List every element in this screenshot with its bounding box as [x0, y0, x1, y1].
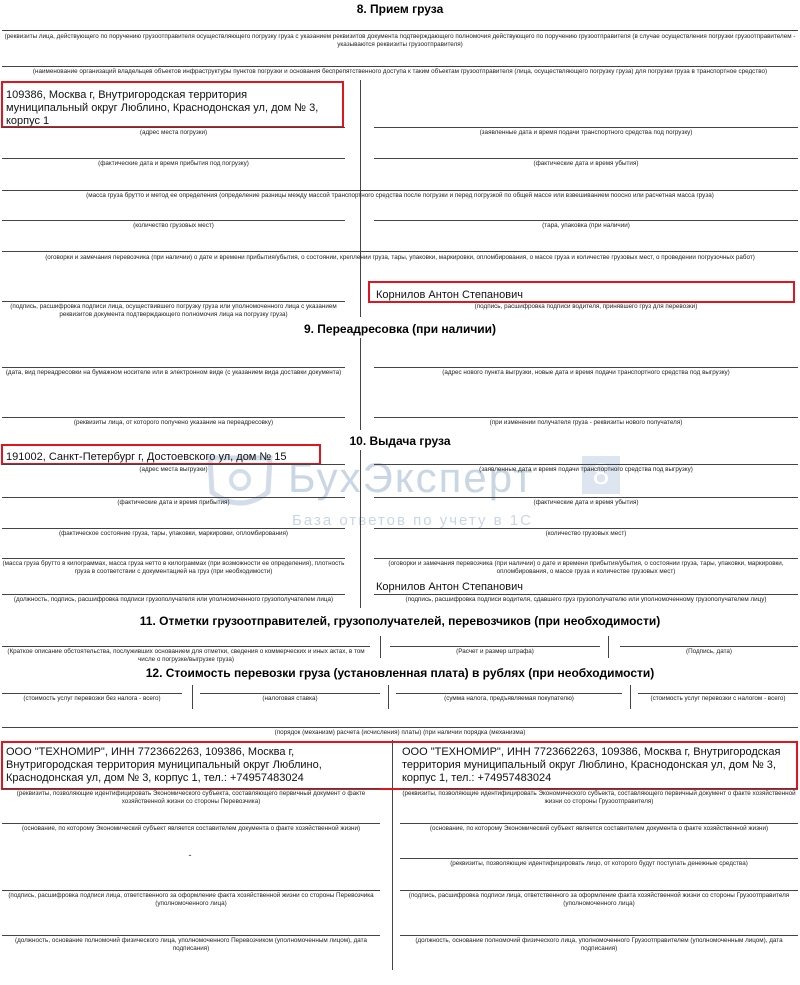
divider: [2, 190, 798, 191]
divider: [620, 646, 798, 647]
divider: [400, 858, 798, 859]
caption-infrastructure: (наименование организаций владельцев объектов инфраструктуры пунктов погрузки и основания беспрепятственного доступа к таким объектам грузоотправителя (лица, осуществляющего погрузку груза) для погрузки груза в транспортное средство): [32, 68, 768, 75]
divider: [374, 127, 798, 128]
caption-cargo-mass-10: (масса груза брутто в килограммах, масса груза нетто в килограммах (при возможности ее определения), плотность груза в соответствии с документацией на груз (при необходимости): [2, 560, 345, 575]
divider: [374, 464, 798, 465]
divider: [2, 464, 345, 465]
divider: [2, 158, 345, 159]
divider: [2, 30, 798, 31]
caption-tare: (тара, упаковка (при наличии): [542, 222, 630, 229]
caption-mark-signature: (Подпись, дата): [686, 648, 732, 655]
divider: [374, 158, 798, 159]
section-8-title: 8. Прием груза: [356, 2, 444, 16]
caption-cargo-state: (фактическое состояние груза, тары, упаковки, маркировки, опломбирования): [58, 530, 289, 537]
column-divider: [388, 685, 389, 709]
highlight-requisites: [1, 741, 798, 790]
divider: [200, 693, 380, 694]
caption-shipper-basis: (основание, по которому Экономический субъект является составителем документа о факте хозяйственной жизни): [429, 825, 769, 832]
caption-mark-description: (Краткое описание обстоятельства, послуживших основанием для отметки, сведения о коммерческих и иных актах, в том числе о погрузке/выгрузке груза): [7, 648, 365, 663]
highlight-driver-accept: [368, 281, 795, 303]
divider: [400, 890, 798, 891]
divider: [2, 417, 345, 418]
column-divider: [360, 338, 361, 430]
caption-declared-unloading-time: (заявленные дата и время подачи транспортного средства под выгрузку): [479, 466, 693, 473]
divider: [2, 823, 380, 824]
watermark-tagline: База ответов по учету в 1С: [292, 512, 533, 529]
caption-cost-with-tax: (стоимость услуг перевозки с налогом - всего): [650, 695, 786, 702]
highlight-unloading-address: [1, 444, 321, 465]
divider: [2, 788, 380, 789]
divider: [400, 788, 798, 789]
caption-recipient-signature: (должность, подпись, расшифровка подписи грузополучателя или уполномоченного грузополучателем лица): [13, 596, 334, 603]
caption-new-unloading-address: (адрес нового пункта выгрузки, новые дата и время подачи транспортного средства под выгрузку): [442, 369, 730, 376]
watermark-badge: 8: [582, 456, 620, 494]
divider: [374, 528, 798, 529]
caption-carrier-requisites: (реквизиты, позволяющие идентифицировать Экономического субъекта, составляющего первичный документ о факте хозяйственной жизни со стороны Перевозчика): [16, 790, 366, 805]
caption-declared-loading-time: (заявленные дата и время подачи транспортного средства под погрузку): [479, 129, 693, 136]
divider: [2, 727, 798, 728]
caption-tax-amount: (сумма налога, предъявляемая покупателю): [444, 695, 574, 702]
caption-arrival-time-10: (фактические дата и время прибытия): [117, 499, 230, 506]
divider: [2, 66, 798, 67]
section-10-title: 10. Выдача груза: [349, 434, 451, 448]
caption-redirect-date: (дата, вид переадресовки на бумажном носителе или в электронном виде (с указанием вида доставки документа): [5, 369, 342, 376]
unloading-address-value: 191002, Санкт-Петербург г, Достоевского ул, дом № 15: [6, 451, 287, 463]
column-divider: [608, 636, 609, 658]
divider: [2, 558, 345, 559]
caption-cargo-places: (количество грузовых мест): [133, 222, 214, 229]
section-11-title: 11. Отметки грузоотправителей, грузополучателей, перевозчиков (при необходимости): [139, 614, 661, 628]
divider: [400, 823, 798, 824]
caption-driver-signature: (подпись, расшифровка подписи водителя, принявшего груз для перевозки): [474, 303, 698, 310]
caption-driver-signature-10: (подпись, расшифровка подписи водителя, сдавшего груз грузополучателю или уполномоченному грузополучателем лицу): [405, 596, 767, 603]
caption-payer-requisites: (реквизиты, позволяющие идентифицировать лицо, от которого будут поступать денежные средства): [450, 860, 748, 867]
caption-loading-address: (адрес места погрузки): [139, 129, 208, 136]
highlight-loading-address: [1, 81, 344, 128]
section-9-title: 9. Переадресовка (при наличии): [303, 322, 497, 336]
caption-shipper-loader: (реквизиты лица, действующего по поручению грузоотправителя осуществляющего погрузку груза с указанием реквизитов документа подтверждающего полномочия действующего по поручению грузоотправителя (в случае осуществления погрузки грузоотправителем - указываются реквизиты грузоотправителя): [4, 33, 796, 48]
caption-departure-time-10: (фактические дата и время убытия): [533, 499, 639, 506]
divider: [374, 417, 798, 418]
divider: [2, 251, 798, 252]
caption-shipper-signature: (подпись, расшифровка подписи лица, ответственного за оформление факта хозяйственной жизни со стороны Грузоотправителя (уполномоченного лица): [408, 892, 790, 907]
divider: [374, 594, 798, 595]
divider: [2, 301, 345, 302]
divider: [374, 220, 798, 221]
divider: [374, 367, 798, 368]
column-divider: [360, 450, 361, 608]
divider: [2, 594, 345, 595]
caption-cost-without-tax: (стоимость услуг перевозки без налога - всего): [23, 695, 161, 702]
caption-carrier-position: (должность, основание полномочий физического лица, уполномоченного Перевозчиком (уполномоченным лицом), дата подписания): [15, 937, 367, 952]
divider: [2, 646, 370, 647]
column-divider: [380, 636, 381, 658]
divider: [374, 497, 798, 498]
divider: [2, 367, 345, 368]
divider: [396, 693, 622, 694]
caption-tax-rate: (налоговая ставка): [262, 695, 318, 702]
divider: [2, 127, 345, 128]
caption-calculation-order: (порядок (механизм) расчета (исчисления) платы) (при наличии порядка (механизма): [274, 729, 526, 736]
caption-shipper-requisites: (реквизиты, позволяющие идентифицировать Экономического субъекта, составляющего первичный документ о факте хозяйственной жизни со стороны Грузоотправителя): [402, 790, 796, 805]
shipper-requisites-value: ООО "ТЕХНОМИР", ИНН 7723662263, 109386, Москва г, Внутригородская территория муниципальный округ Люблино, Краснодонская ул, дом № 3, корпус 1, тел.: +74957483024: [402, 746, 781, 784]
column-divider: [630, 685, 631, 709]
caption-fine-calculation: (Расчет и размер штрафа): [456, 648, 534, 655]
caption-unloading-address: (адрес места выгрузки): [139, 466, 208, 473]
loading-address-value: 109386, Москва г, Внутригородская территория муниципальный округ Люблино, Краснодонская ул, дом № 3, корпус 1: [6, 89, 319, 127]
caption-carrier-remarks: (оговорки и замечания перевозчика (при наличии) о дате и времени прибытия/убытия, о состоянии, креплении груза, тары, упаковки, маркировки, опломбирования, о массе груза и количестве грузовых мест, о проведении погрузочных работ): [45, 254, 755, 261]
column-divider: [192, 685, 193, 709]
divider: [638, 693, 798, 694]
caption-loader-signature: (подпись, расшифровка подписи лица, осуществившего погрузку груза или уполномоченного лица с указанием реквизитов документа подтверждающего полномочия лица на погрузку груза): [10, 303, 337, 318]
caption-new-recipient: (при изменении получателя груза - реквизиты нового получателя): [489, 419, 683, 426]
caption-shipper-position: (должность, основание полномочий физического лица, уполномоченного Грузоотправителем (уполномоченным лицом), дата подписания): [415, 937, 783, 952]
caption-cargo-places-10: (количество грузовых мест): [545, 530, 627, 537]
caption-carrier-signature: (подпись, расшифровка подписи лица, ответственного за оформление факта хозяйственной жизни со стороны Перевозчика (уполномоченного лица): [8, 892, 374, 907]
divider: [2, 528, 345, 529]
divider: [2, 693, 182, 694]
divider: [400, 935, 798, 936]
watermark-brand: БухЭксперт: [288, 454, 535, 501]
caption-cargo-mass: (масса груза брутто и метод ее определения (определение разницы между массой транспортного средства после погрузки и перед погрузкой по общей массе или взвешиванием поосно или расчетная масса груза): [86, 192, 714, 199]
divider: [390, 646, 600, 647]
section-12-title: 12. Стоимость перевозки груза (установленная плата) в рублях (при необходимости): [145, 666, 655, 680]
divider: [2, 220, 345, 221]
caption-carrier-remarks-10: (оговорки и замечания перевозчика (при наличии) о дате и времени прибытия/убытия, о состоянии груза, тары, упаковки, маркировки, опломбирования, о массе груза и количестве грузовых мест): [388, 560, 784, 575]
driver-deliver-value: Корнилов Антон Степанович: [376, 581, 523, 593]
caption-arrival-time: (фактические дата и время прибытия под погрузку): [98, 160, 249, 167]
caption-carrier-basis: (основание, по которому Экономический субъект является составителем документа о факте хозяйственной жизни): [21, 825, 361, 832]
divider: [374, 558, 798, 559]
caption-departure-time: (фактические дата и время убытия): [533, 160, 639, 167]
divider: [2, 935, 380, 936]
dash-placeholder: -: [188, 850, 192, 860]
caption-redirect-source: (реквизиты лица, от которого получено указание на переадресовку): [73, 419, 274, 426]
divider: [2, 497, 345, 498]
carrier-requisites-value: ООО "ТЕХНОМИР", ИНН 7723662263, 109386, Москва г, Внутригородская территория муниципальный округ Люблино, Краснодонская ул, дом № 3, корпус 1, тел.: +74957483024: [6, 746, 322, 784]
driver-accept-value: Корнилов Антон Степанович: [376, 289, 523, 301]
divider: [2, 890, 380, 891]
